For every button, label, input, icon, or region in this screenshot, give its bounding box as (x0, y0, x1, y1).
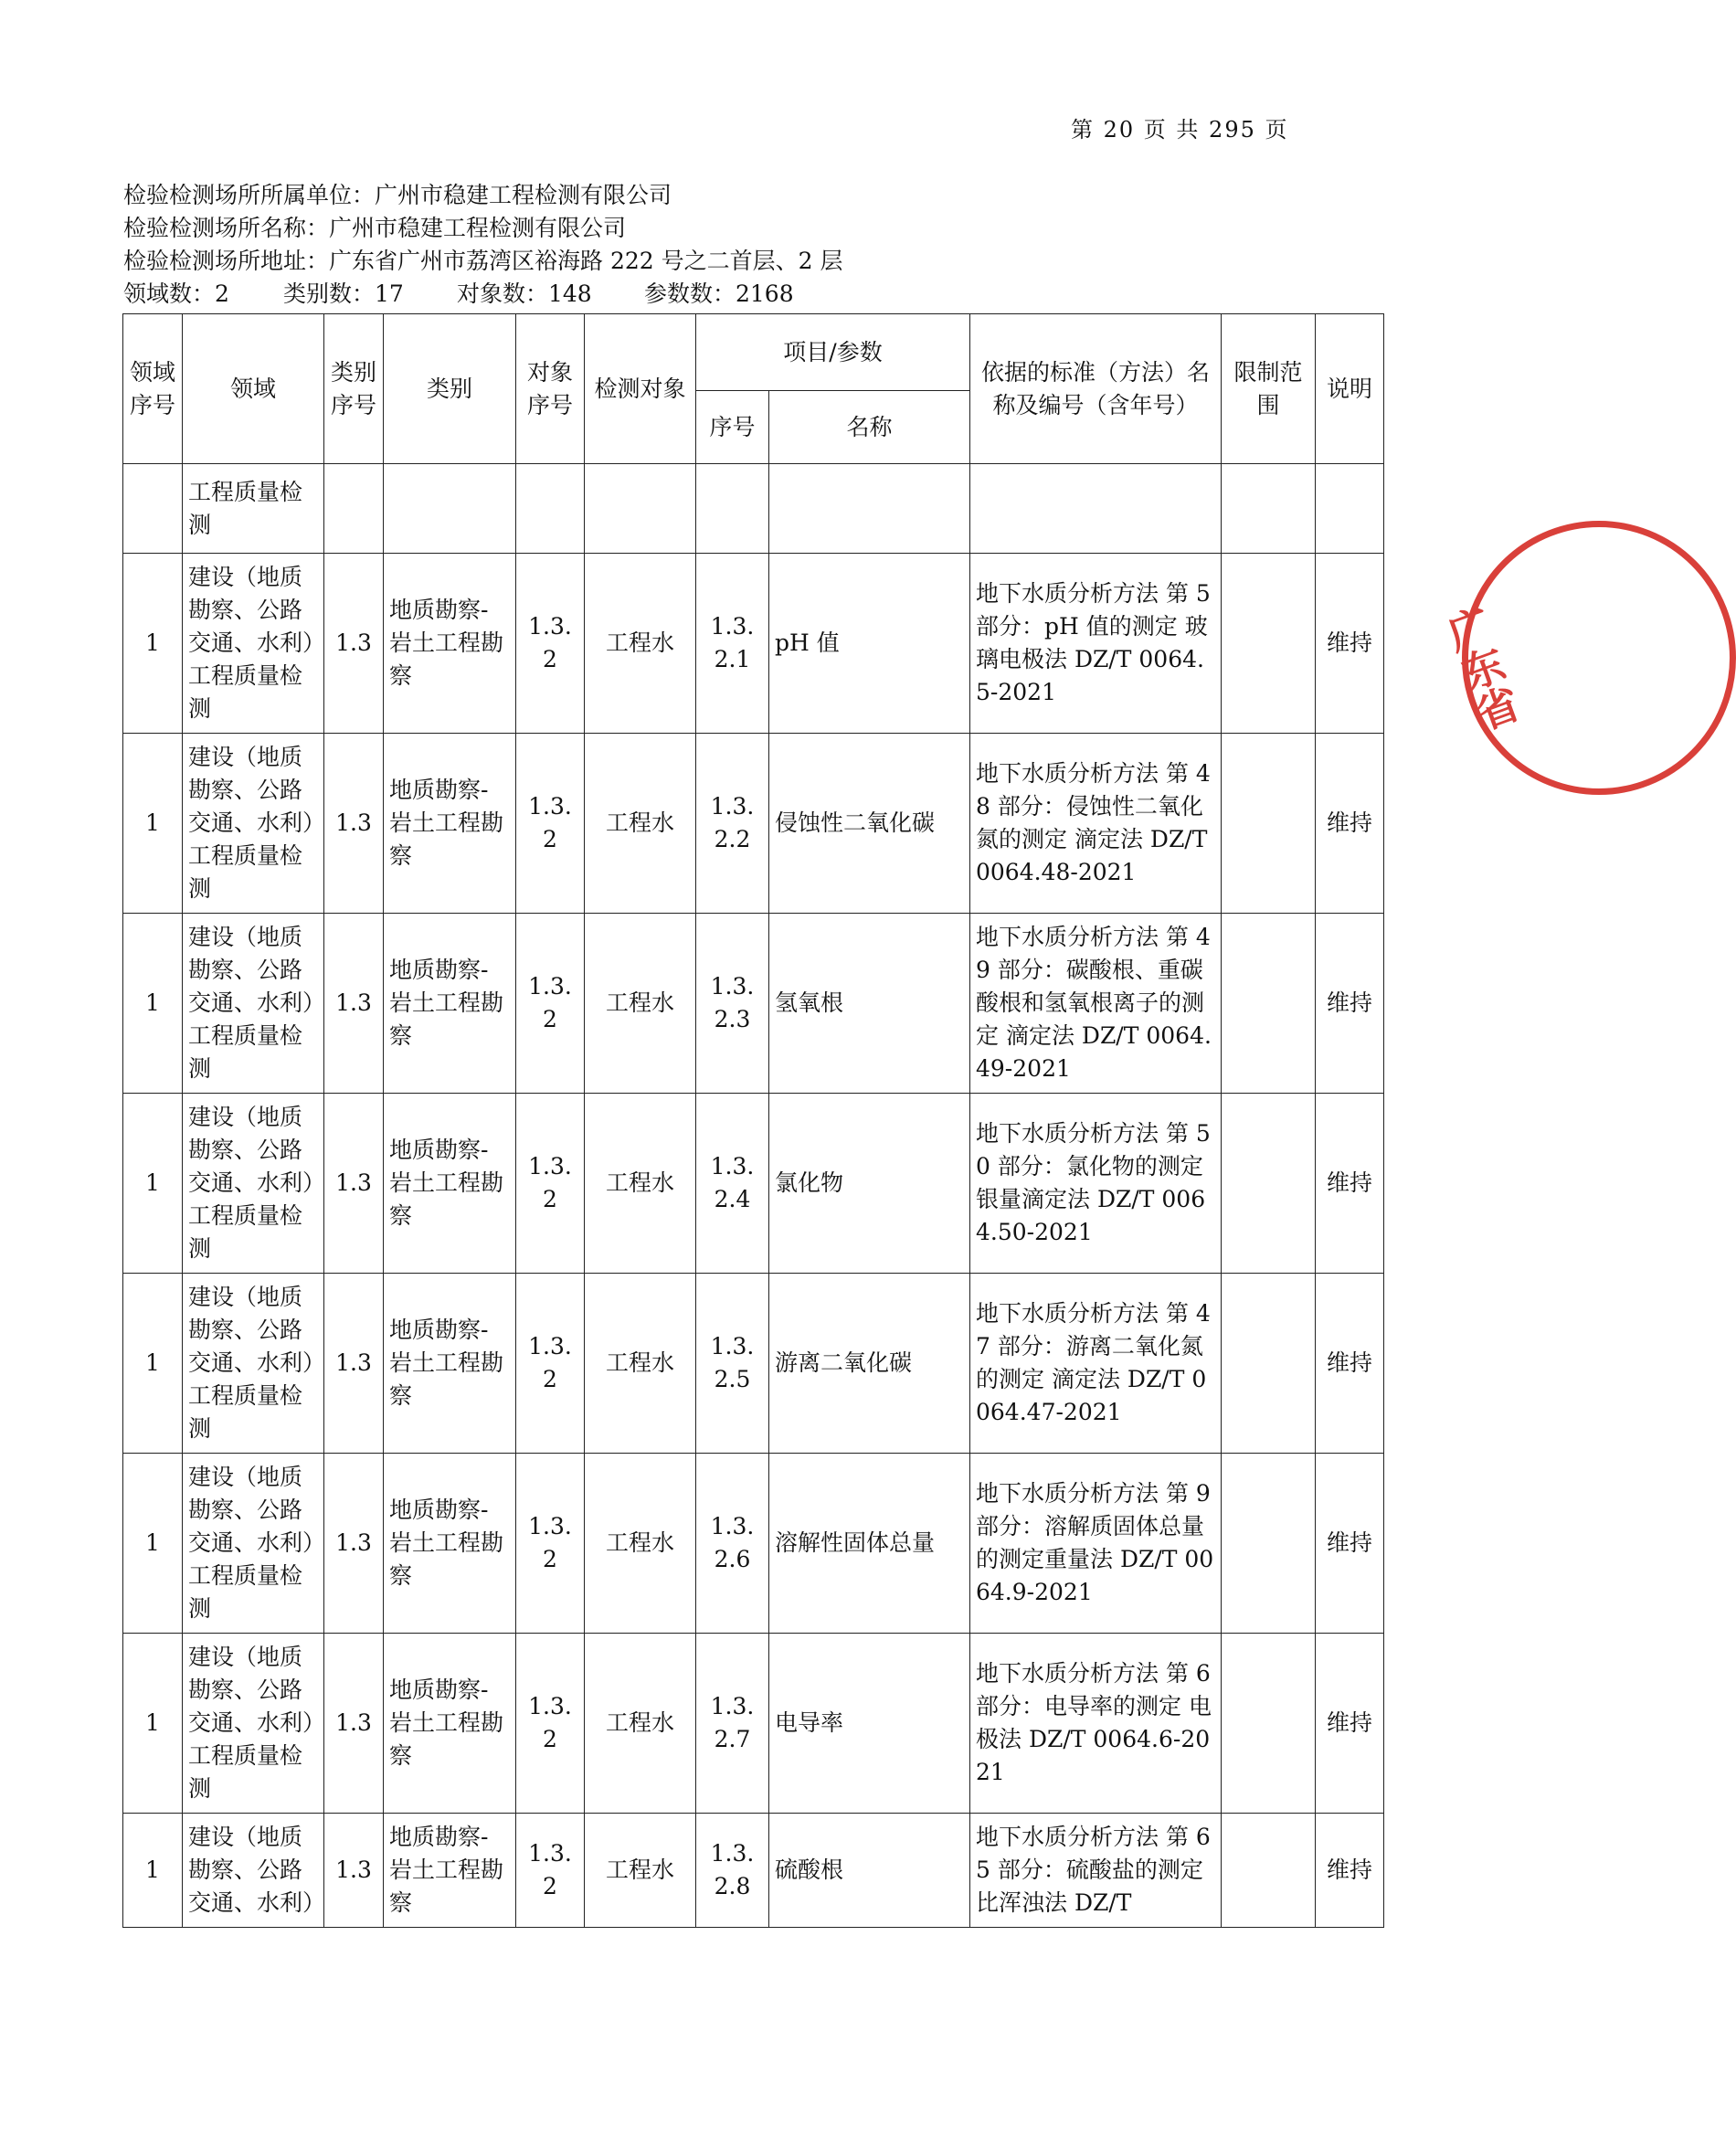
item-no-cell: 1.3.2.5 (696, 1274, 769, 1454)
domain-cell: 建设（地质勘察、公路交通、水利）工程质量检测 (183, 1274, 324, 1454)
limit-cell (1222, 1094, 1316, 1274)
category-cell: 地质勘察-岩土工程勘察 (384, 554, 516, 734)
standard-cell: 地下水质分析方法 第 6 部分：电导率的测定 电极法 DZ/T 0064.6-2021 (970, 1634, 1222, 1814)
domain-cell: 建设（地质勘察、公路交通、水利）工程质量检测 (183, 554, 324, 734)
col-note: 说明 (1316, 314, 1384, 464)
category-no-cell: 1.3 (324, 1094, 384, 1274)
domain-no-cell: 1 (123, 734, 183, 914)
counts-line (123, 278, 842, 311)
category-no-cell: 1.3 (324, 554, 384, 734)
object-cell: 工程水 (585, 1094, 696, 1274)
note-cell: 维持 (1316, 1094, 1384, 1274)
domain-no-cell: 1 (123, 1634, 183, 1814)
col-object-no: 对象序号 (516, 314, 585, 464)
page-number: 第 20 页 共 295 页 (1071, 117, 1289, 143)
accreditation-table-wrapper (122, 313, 1384, 1928)
table-row (123, 1634, 1384, 1814)
limit-cell (1222, 734, 1316, 914)
limit-cell (1222, 1454, 1316, 1634)
limit-cell (1222, 1274, 1316, 1454)
note-cell: 维持 (1316, 1814, 1384, 1928)
col-domain: 领域 (183, 314, 324, 464)
domain-cell: 建设（地质勘察、公路交通、水利）工程质量检测 (183, 734, 324, 914)
standard-cell: 地下水质分析方法 第 49 部分：碳酸根、重碳酸根和氢氧根离子的测定 滴定法 DZ/T 0064.49-2021 (970, 914, 1222, 1094)
object-no-cell: 1.3.2 (516, 1454, 585, 1634)
table-row (123, 554, 1384, 734)
unit-line: 检验检测场所所属单位：广州市稳建工程检测有限公司 (123, 182, 672, 208)
address-line: 检验检测场所地址：广东省广州市荔湾区裕海路 222 号之二首层、2 层 (123, 248, 843, 274)
note-cell: 维持 (1316, 554, 1384, 734)
item-name-cell: 侵蚀性二氧化碳 (769, 734, 970, 914)
category-cell: 地质勘察-岩土工程勘察 (384, 1634, 516, 1814)
item-name-cell: 溶解性固体总量 (769, 1454, 970, 1634)
category-cell: 地质勘察-岩土工程勘察 (384, 1454, 516, 1634)
table-row (123, 1454, 1384, 1634)
limit-cell (1222, 914, 1316, 1094)
category-cell: 地质勘察-岩土工程勘察 (384, 1094, 516, 1274)
table-row (123, 1274, 1384, 1454)
domain-no-cell: 1 (123, 554, 183, 734)
domain-cell: 建设（地质勘察、公路交通、水利）工程质量检测 (183, 1454, 324, 1634)
table-row (123, 1814, 1384, 1928)
category-cell: 地质勘察-岩土工程勘察 (384, 914, 516, 1094)
category-no-cell: 1.3 (324, 914, 384, 1094)
category-cell: 地质勘察-岩土工程勘察 (384, 1814, 516, 1928)
category-no-cell: 1.3 (324, 1814, 384, 1928)
col-item-name: 名称 (769, 391, 970, 464)
item-no-cell: 1.3.2.1 (696, 554, 769, 734)
standard-cell: 地下水质分析方法 第 48 部分：侵蚀性二氧化氮的测定 滴定法 DZ/T 0064.48-2021 (970, 734, 1222, 914)
table-row (123, 1094, 1384, 1274)
item-name-cell: 游离二氧化碳 (769, 1274, 970, 1454)
domain-no-cell: 1 (123, 914, 183, 1094)
domain-cell: 建设（地质勘察、公路交通、水利）工程质量检测 (183, 1634, 324, 1814)
item-name-cell: 硫酸根 (769, 1814, 970, 1928)
object-no-cell: 1.3.2 (516, 1634, 585, 1814)
domain-no-cell: 1 (123, 1454, 183, 1634)
standard-cell: 地下水质分析方法 第 65 部分：硫酸盐的测定 比浑浊法 DZ/T (970, 1814, 1222, 1928)
table-row (123, 464, 1384, 554)
col-category: 类别 (384, 314, 516, 464)
note-cell: 维持 (1316, 914, 1384, 1094)
limit-cell (1222, 1814, 1316, 1928)
object-no-cell: 1.3.2 (516, 1274, 585, 1454)
category-no-cell: 1.3 (324, 1274, 384, 1454)
standard-cell: 地下水质分析方法 第 9 部分：溶解质固体总量的测定重量法 DZ/T 0064.9-2021 (970, 1454, 1222, 1634)
table-row (123, 734, 1384, 914)
category-cell: 地质勘察-岩土工程勘察 (384, 1274, 516, 1454)
item-name-cell: 氢氧根 (769, 914, 970, 1094)
item-no-cell: 1.3.2.3 (696, 914, 769, 1094)
domain-cell: 建设（地质勘察、公路交通、水利）工程质量检测 (183, 1094, 324, 1274)
object-cell: 工程水 (585, 1274, 696, 1454)
document-header (123, 179, 842, 311)
domain-cell: 建设（地质勘察、公路交通、水利） (183, 1814, 324, 1928)
col-limit: 限制范围 (1222, 314, 1316, 464)
note-cell: 维持 (1316, 1454, 1384, 1634)
accreditation-table (122, 313, 1384, 1928)
col-object: 检测对象 (585, 314, 696, 464)
item-no-cell: 1.3.2.7 (696, 1634, 769, 1814)
col-standard: 依据的标准（方法）名称及编号（含年号） (970, 314, 1222, 464)
standard-cell: 地下水质分析方法 第 5 部分：pH 值的测定 玻璃电极法 DZ/T 0064.5-2021 (970, 554, 1222, 734)
domain-no-cell: 1 (123, 1274, 183, 1454)
standard-cell: 地下水质分析方法 第 50 部分：氯化物的测定 银量滴定法 DZ/T 0064.50-2021 (970, 1094, 1222, 1274)
note-cell: 维持 (1316, 1274, 1384, 1454)
limit-cell (1222, 1634, 1316, 1814)
object-no-cell: 1.3.2 (516, 914, 585, 1094)
col-domain-no: 领域序号 (123, 314, 183, 464)
object-cell: 工程水 (585, 1634, 696, 1814)
item-name-cell: 电导率 (769, 1634, 970, 1814)
object-cell: 工程水 (585, 1814, 696, 1928)
domain-no-cell: 1 (123, 1814, 183, 1928)
domain-cell: 建设（地质勘察、公路交通、水利）工程质量检测 (183, 914, 324, 1094)
limit-cell (1222, 554, 1316, 734)
domain-count: 领域数：2 (123, 280, 229, 307)
table-header-row (123, 314, 1384, 391)
item-no-cell: 1.3.2.2 (696, 734, 769, 914)
object-cell: 工程水 (585, 734, 696, 914)
name-line: 检验检测场所名称：广州市稳建工程检测有限公司 (123, 215, 627, 241)
domain-cell: 工程质量检测 (183, 464, 324, 554)
standard-cell: 地下水质分析方法 第 47 部分：游离二氧化氮的测定 滴定法 DZ/T 0064.47-2021 (970, 1274, 1222, 1454)
object-count: 对象数：148 (457, 280, 592, 307)
note-cell: 维持 (1316, 1634, 1384, 1814)
object-no-cell: 1.3.2 (516, 734, 585, 914)
item-name-cell: 氯化物 (769, 1094, 970, 1274)
category-no-cell: 1.3 (324, 734, 384, 914)
note-cell: 维持 (1316, 734, 1384, 914)
col-category-no: 类别序号 (324, 314, 384, 464)
item-no-cell: 1.3.2.4 (696, 1094, 769, 1274)
object-no-cell: 1.3.2 (516, 554, 585, 734)
seal-text: 广东省 (1435, 601, 1526, 737)
table-body (123, 464, 1384, 1928)
category-no-cell: 1.3 (324, 1634, 384, 1814)
col-item-param: 项目/参数 (696, 314, 970, 391)
item-name-cell: pH 值 (769, 554, 970, 734)
domain-no-cell: 1 (123, 1094, 183, 1274)
table-row (123, 914, 1384, 1094)
category-cell: 地质勘察-岩土工程勘察 (384, 734, 516, 914)
category-no-cell: 1.3 (324, 1454, 384, 1634)
object-cell: 工程水 (585, 914, 696, 1094)
item-no-cell: 1.3.2.8 (696, 1814, 769, 1928)
param-count: 参数数：2168 (644, 280, 794, 307)
object-cell: 工程水 (585, 554, 696, 734)
category-count: 类别数：17 (283, 280, 404, 307)
item-no-cell: 1.3.2.6 (696, 1454, 769, 1634)
object-no-cell: 1.3.2 (516, 1814, 585, 1928)
col-item-no: 序号 (696, 391, 769, 464)
object-no-cell: 1.3.2 (516, 1094, 585, 1274)
object-cell: 工程水 (585, 1454, 696, 1634)
